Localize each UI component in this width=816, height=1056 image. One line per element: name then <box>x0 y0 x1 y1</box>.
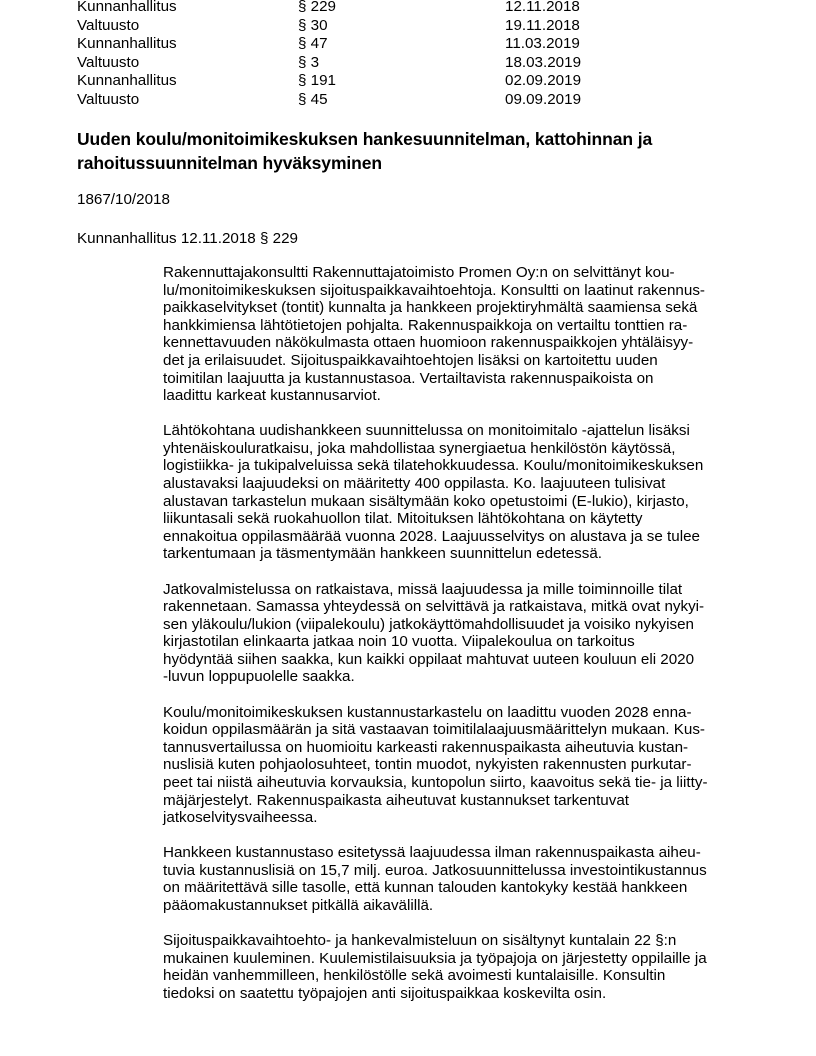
handling-section: § 3 <box>298 53 320 71</box>
text-line: det ja erilaisuudet. Sijoituspaikkavaihtoehtojen lisäksi on kartoitettu uuden <box>163 351 658 369</box>
text-line: peet tai niistä aiheutuvia korvauksia, kuntopolun siirto, kaavoitus sekä tie- ja liitty- <box>163 773 708 791</box>
text-line: -luvun loppupuolelle saakka. <box>163 668 355 686</box>
text-line: alustavaksi laajuudeksi on määritetty 400 oppilasta. Ko. laajuuteen tulisivat <box>163 475 666 493</box>
handling-date: 11.03.2019 <box>505 35 580 53</box>
text-line: kennettavuuden näkökulmasta ottaen huomioon rakennuspaikkojen yhtäläisyy- <box>163 334 694 352</box>
text-line: Rakennuttajakonsultti Rakennuttajatoimisto Promen Oy:n on selvittänyt kou- <box>163 264 675 281</box>
text-line: tarkentumaan ja täsmentymään hankkeen suunnittelun edetessä. <box>163 545 603 563</box>
handling-section: § 45 <box>298 90 328 108</box>
handling-row <box>77 17 625 36</box>
text-line: tiedoksi on saatettu työpajojen anti sijoituspaikkaa koskevilta osin. <box>163 984 607 1002</box>
paragraph <box>163 932 738 1002</box>
handling-date: 09.09.2019 <box>505 90 582 108</box>
text-line: Lähtökohtana uudishankkeen suunnittelussa on monitoimitalo -ajattelun lisäksi <box>163 422 690 440</box>
handling-body: Valtuusto <box>77 16 140 34</box>
text-line: Hankkeen kustannustaso esitetyssä laajuudessa ilman rakennuspaikasta aiheu- <box>163 844 701 862</box>
document-title <box>77 127 717 175</box>
handling-history-table <box>77 0 625 110</box>
paragraph <box>163 581 738 687</box>
handling-section: § 30 <box>298 16 328 34</box>
text-line: hankkimiensa lähtötietojen pohjalta. Rakennuspaikkoja on vertailtu tonttien ra- <box>163 316 688 334</box>
handling-body: Kunnanhallitus <box>77 35 177 53</box>
text-line: pääomakustannukset pitkällä aikavälillä. <box>163 897 434 914</box>
handling-date: 19.11.2018 <box>505 16 580 34</box>
text-line: sen yläkoulu/lukion (viipalekoulu) jatkokäyttömahdollisuudet ja voisiko nykyisen <box>163 615 694 633</box>
document-body <box>163 264 738 1020</box>
text-line: nuslisiä kuten pohjaolosuhteet, tontin muodot, nykyisten rakennusten purkutar- <box>163 756 692 774</box>
text-line: rakennetaan. Samassa yhteydessä on selvittävä ja ratkaistava, mitkä ovat nykyi- <box>163 598 705 616</box>
text-line: logistiikka- ja tukipalveluissa sekä tilatehokkuudessa. Koulu/monitoimikeskuksen <box>163 457 704 475</box>
text-line: yhtenäiskouluratkaisu, joka mahdollistaa synergiaetua henkilöstön käytössä, <box>163 439 676 457</box>
handling-section: § 229 <box>298 0 337 15</box>
handling-row <box>77 91 625 110</box>
text-line: lu/monitoimikeskuksen sijoituspaikkavaihtoehtoja. Konsultti on laatinut rakennus- <box>163 281 705 299</box>
text-line: mäjärjestelyt. Rakennuspaikasta aiheutuvat kustannukset tarkentuvat <box>163 791 630 809</box>
text-line: laadittu karkeat kustannusarviot. <box>163 387 381 405</box>
handling-date: 18.03.2019 <box>505 53 582 71</box>
handling-section: § 47 <box>298 35 328 53</box>
handling-body: Valtuusto <box>77 90 140 108</box>
handling-row <box>77 54 625 73</box>
handling-body: Kunnanhallitus <box>77 0 177 15</box>
text-line: mukainen kuuleminen. Kuulemistilaisuuksia ja työpajoja on järjestetty oppilaille ja <box>163 949 707 967</box>
text-line: Sijoituspaikkavaihtoehto- ja hankevalmisteluun on sisältynyt kuntalain 22 §:n <box>163 932 677 950</box>
paragraph <box>163 422 738 563</box>
text-line: liikuntasali sekä ruokahuollon tilat. Mitoituksen lähtökohtana on käytetty <box>163 510 643 528</box>
text-line: on määritettävä sille tasolle, että kunnan talouden kantokyky kestää hankkeen <box>163 879 688 897</box>
text-line: tannusvertailussa on huomioitu karkeasti rakennuspaikasta aiheutuvia kustan- <box>163 738 689 756</box>
handling-row <box>77 72 625 91</box>
paragraph <box>163 704 738 827</box>
title-line: Uuden koulu/monitoimikeskuksen hankesuunnitelman, kattohinnan ja <box>77 129 653 149</box>
text-line: toimitilan laajuutta ja kustannustasoa. Vertailtavista rakennuspaikoista on <box>163 369 654 387</box>
handling-date: 12.11.2018 <box>505 0 580 15</box>
paragraph <box>163 844 738 914</box>
handling-row <box>77 0 625 17</box>
text-line: koidun oppilasmäärän ja sitä vastaavan toimitilalaajuusmäärittelyn mukaan. Kus- <box>163 721 705 739</box>
text-line: alustavan tarkastelun mukaan sisältymään koko opetustoimi (E-lukio), kirjasto, <box>163 492 689 510</box>
text-line: jatkoselvitysvaiheessa. <box>163 809 318 827</box>
meeting-reference: Kunnanhallitus 12.11.2018 § 229 <box>77 230 298 247</box>
diary-number: 1867/10/2018 <box>77 191 170 208</box>
handling-body: Kunnanhallitus <box>77 72 177 90</box>
handling-section: § 191 <box>298 72 337 90</box>
handling-date: 02.09.2019 <box>505 72 582 90</box>
text-line: paikkaselvitykset (tontit) kunnalta ja hankkeen projektiryhmältä saamiensa sekä <box>163 299 698 317</box>
text-line: ennakoitua oppilasmäärää vuonna 2028. Laajuusselvitys on alustava ja se tulee <box>163 527 700 545</box>
text-line: hyödyntää siihen saakka, kun kaikki oppilaat mahtuvat uuteen kouluun eli 2020 <box>163 650 695 668</box>
text-line: heidän vanhemmilleen, henkilöstölle sekä avoimesti kuntalaisille. Konsultin <box>163 967 666 985</box>
handling-row <box>77 35 625 54</box>
text-line: Jatkovalmistelussa on ratkaistava, missä laajuudessa ja mille toiminnoille tilat <box>163 580 683 598</box>
handling-body: Valtuusto <box>77 53 140 71</box>
text-line: kirjastotilan elinkaarta jatkaa noin 10 vuotta. Viipalekoulua on tarkoitus <box>163 633 635 651</box>
paragraph <box>163 264 738 405</box>
text-line: Koulu/monitoimikeskuksen kustannustarkastelu on laadittu vuoden 2028 enna- <box>163 703 692 721</box>
title-line: rahoitussuunnitelman hyväksyminen <box>77 153 382 173</box>
text-line: tuvia kustannuslisiä on 15,7 milj. euroa. Jatkosuunnittelussa investointikustannus <box>163 861 707 879</box>
